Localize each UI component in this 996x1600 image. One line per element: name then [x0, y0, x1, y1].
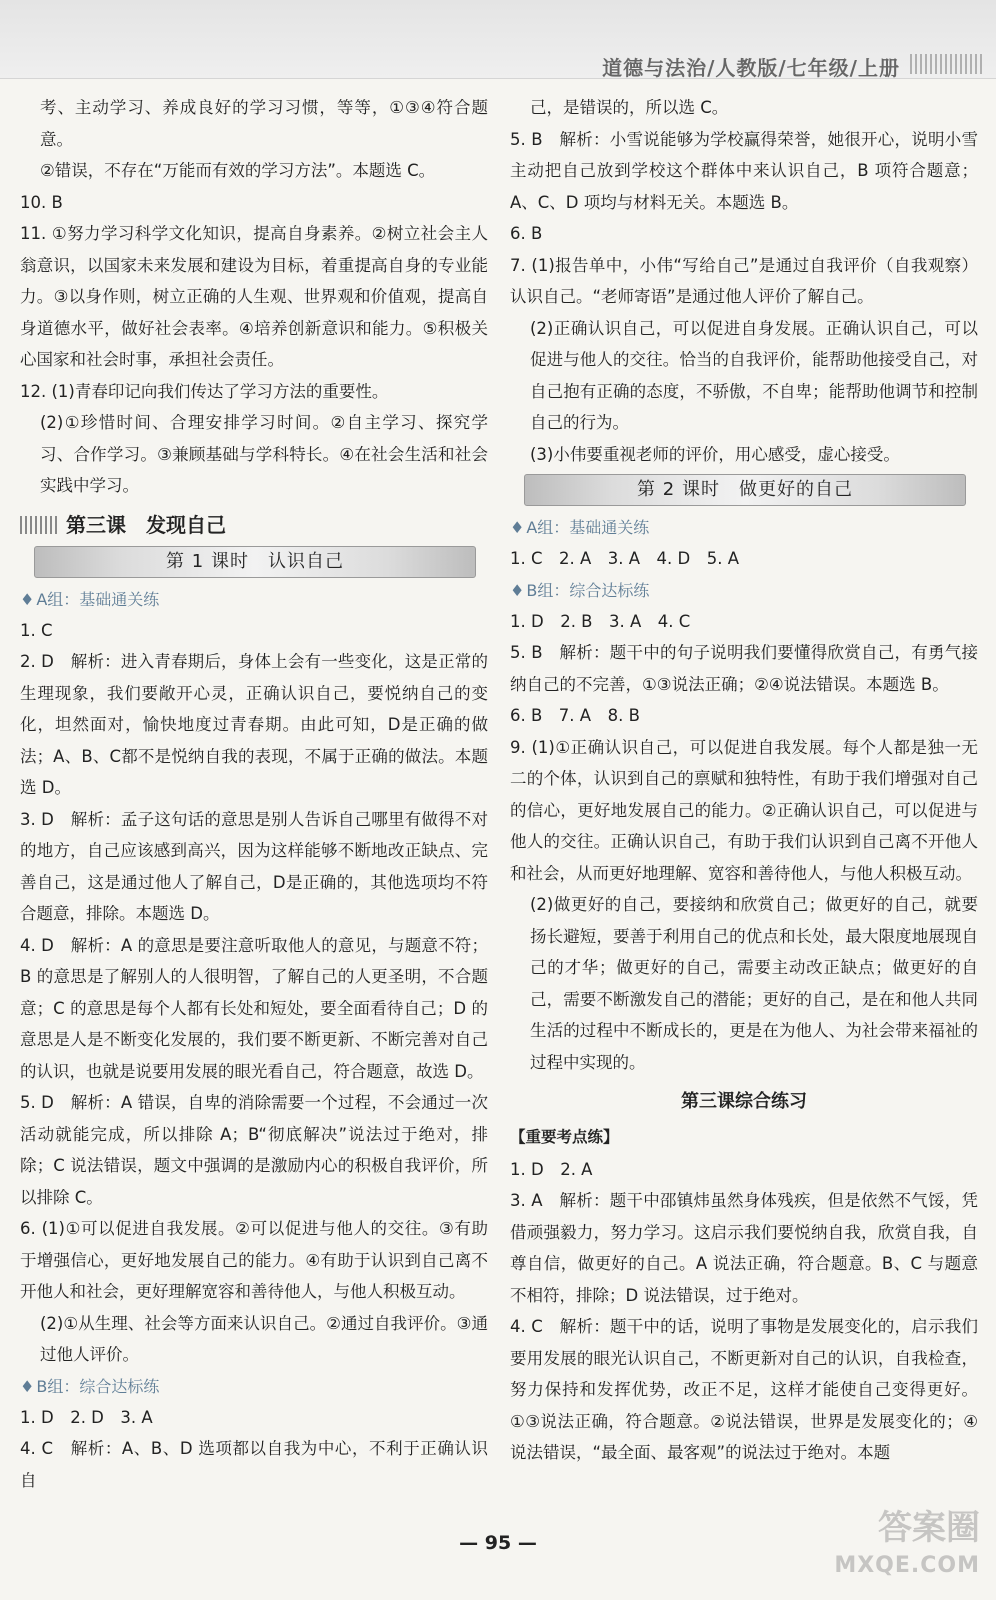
- answer-a4: 4. D 解析：A 的意思是要注意听取他人的意见，与题意不符；B 的意思是了解别人的人很明智，了解自己的人更圣明，不合题意；C 的意思是每个人都有长处和短处，要全面看待自己；D 的意思是人是不断变化发展的，我们要不断更新、不断完善对自己的认识，也就是说要用发展的眼光看自己，符合题意，故选 D。: [20, 935, 488, 1081]
- page-header-band: [0, 0, 996, 79]
- answer-12: 12. (1)青春印记向我们传达了学习方法的重要性。: [20, 381, 389, 401]
- answer-a1: 1. C: [20, 620, 53, 640]
- header-stripe-decoration: [910, 54, 984, 74]
- answer-rb9: 9. (1)①正确认识自己，可以促进自我发展。每个人都是独一无二的个体，认识到自己的禀赋和独特性，有助于我们增强对自己的信心，更好地发展自己的能力。②正确认识自己，可以促进与他人的交往。正确认识自己，有助于我们认识到自己离不开他人和社会，从而更好地理解、宽容和善待他人，与他人积极互动。: [510, 737, 978, 883]
- watermark-text: 答案圈: [878, 1508, 980, 1548]
- group-heading: [510, 512, 978, 543]
- answer-10: 10. B: [20, 192, 63, 212]
- diamond-icon: ♦: [20, 1376, 35, 1396]
- answer-b1: 1. D 2. D 3. A: [20, 1407, 153, 1427]
- answer-continuation: 己，是错误的，所以选 C。: [530, 98, 729, 117]
- answer-12-part2: (2)①珍惜时间、合理安排学习时间。②自主学习、探究学习、合作学习。③兼顾基础与学科特长。④在社会生活和社会实践中学习。: [40, 413, 488, 495]
- group-label: A组：基础通关练: [526, 518, 650, 537]
- answer-s4: 4. C 解析：题干中的话，说明了事物是发展变化的，启示我们要用发展的眼光认识自己，不断更新对自己的认识，自我检查，努力保持和发挥优势，改正不足，这样才能使自己变得更好。①③说法正确，符合题意。②说法错误，世界是发展变化的；④说法错误，“最全面、最客观”的说法过于绝对。本题: [510, 1317, 978, 1462]
- page-number: — 95 —: [459, 1532, 537, 1554]
- answer-7-part2: (2)正确认识自己，可以促进自身发展。正确认识自己，可以促进与他人的交往。恰当的自我评价，能帮助他接受自己，对自己抱有正确的态度，不骄傲，不自卑；能帮助他调节和控制自己的行为。: [530, 318, 978, 432]
- answer-s3: 3. A 解析：题干中邵镇炜虽然身体残疾，但是依然不气馁，凭借顽强毅力，努力学习。这启示我们要悦纳自我，欣赏自我，自尊自信，做更好的自己。A 说法正确，符合题意。B、C 与题意不相符，排除；D 说法错误，过于绝对。: [510, 1191, 978, 1305]
- diamond-icon: ♦: [510, 518, 525, 537]
- period-banner: 第 2 课时 做更好的自己: [524, 474, 966, 506]
- group-label: A组：基础通关练: [36, 589, 160, 609]
- answer-7-part3: (3)小伟要重视老师的评价，用心感受，虚心接受。: [530, 444, 900, 464]
- group-heading: [20, 1371, 488, 1402]
- answer-7: 7. (1)报告单中，小伟“写给自己”是通过自我评价（自我观察）认识自己。“老师寄语”是通过他人评价了解自己。: [510, 255, 978, 306]
- watermark-url: MXQE.COM: [834, 1553, 980, 1578]
- answer-rb6: 6. B 7. A 8. B: [510, 706, 640, 725]
- watermark: [830, 1505, 980, 1585]
- answer-5: 5. B 解析：小雪说能够为学校赢得荣誉，她很开心，说明小雪主动把自己放到学校这个群体中来认识自己，B 项符合题意；A、C、D 项均与材料无关。本题选 B。: [510, 129, 978, 212]
- answer-ra1: 1. C 2. A 3. A 4. D 5. A: [510, 549, 740, 568]
- answer-text: ②错误，不存在“万能而有效的学习方法”。本题选 C。: [40, 161, 436, 180]
- diamond-icon: ♦: [20, 589, 35, 609]
- diamond-icon: ♦: [510, 580, 525, 600]
- stripe-decoration: [20, 516, 60, 534]
- answer-a2: 2. D 解析：进入青春期后，身体上会有一些变化，这是正常的生理现象，我们要敞开心灵，正确认识自己，要悦纳自己的变化，坦然面对，愉快地度过青春期。由此可知，D是正确的做法；A、B、C都不是悦纳自我的表现，不属于正确的做法。本题选 D。: [20, 652, 488, 797]
- answer-a6: 6. (1)①可以促进自我发展。②可以促进与他人的交往。③有助于增强信心，更好地发展自己的能力。④有助于认识到自己离不开他人和社会，更好理解宽容和善待他人，与他人积极互动。: [20, 1219, 488, 1301]
- group-label: B组：综合达标练: [36, 1376, 160, 1396]
- answer-rb5: 5. B 解析：题干中的句子说明我们要懂得欣赏自己，有勇气接纳自己的不完善，①③说法正确；②④说法错误。本题选 B。: [510, 643, 978, 694]
- lesson-heading: [20, 508, 488, 542]
- section-title: 第三课综合练习: [681, 1091, 807, 1112]
- answer-a3: 3. D 解析：孟子这句话的意思是别人告诉自己哪里有做得不对的地方，自己应该感到高兴，因为这样能够不断地改正缺点、完善自己，这是通过他人了解自己，D是正确的，其他选项均不符合题意，排除。本题选 D。: [20, 809, 488, 923]
- answer-rb9-part2: (2)做更好的自己，要接纳和欣赏自己；做更好的自己，就要扬长避短，要善于利用自己的优点和长处，最大限度地展现自己的才华；做更好的自己，需要主动改正缺点；做更好的自己，需要不断激发自己的潜能；更好的自己，是在和他人共同生活的过程中不断成长的，更是在为他人、为社会带来福祉的过程中实现的。: [530, 895, 978, 1072]
- answer-s1: 1. D 2. A: [510, 1159, 593, 1179]
- answer-a5: 5. D 解析：A 错误，自卑的消除需要一个过程，不会通过一次活动就能完成，所以排除 A；B“彻底解决”说法过于绝对，排除；C 说法错误，题文中强调的是激励内心的积极自我评价，所以排除 C。: [20, 1093, 488, 1207]
- answer-continuation: 考、主动学习、养成良好的学习习惯，等等，①③④符合题意。: [40, 98, 488, 149]
- period-banner: 第 1 课时 认识自己: [34, 546, 476, 578]
- lesson-title: 第三课 发现自己: [66, 512, 226, 537]
- answer-11: 11. ①努力学习科学文化知识，提高自身素养。②树立社会主人翁意识，以国家未来发展和建设为目标，着重提高自身的专业能力。③以身作则，树立正确的人生观、世界观和价值观，提高自身道德水平，做好社会表率。④培养创新意识和能力。⑤积极关心国家和社会时事，承担社会责任。: [20, 224, 488, 369]
- answer-rb1: 1. D 2. B 3. A 4. C: [510, 611, 691, 631]
- answer-a6-part2: (2)①从生理、社会等方面来认识自己。②通过自我评价。③通过他人评价。: [40, 1313, 488, 1364]
- group-heading: [20, 584, 488, 615]
- answer-b4: 4. C 解析：A、B、D 选项都以自我为中心，不利于正确认识自: [20, 1439, 488, 1490]
- book-title: 道德与法治/人教版/七年级/上册: [602, 56, 900, 80]
- answer-6: 6. B: [510, 224, 543, 243]
- group-heading: [510, 575, 978, 606]
- group-label: B组：综合达标练: [526, 580, 650, 600]
- left-column: [20, 92, 488, 1496]
- bracket-heading: 【重要考点练】: [510, 1128, 619, 1146]
- right-column: [510, 92, 978, 1469]
